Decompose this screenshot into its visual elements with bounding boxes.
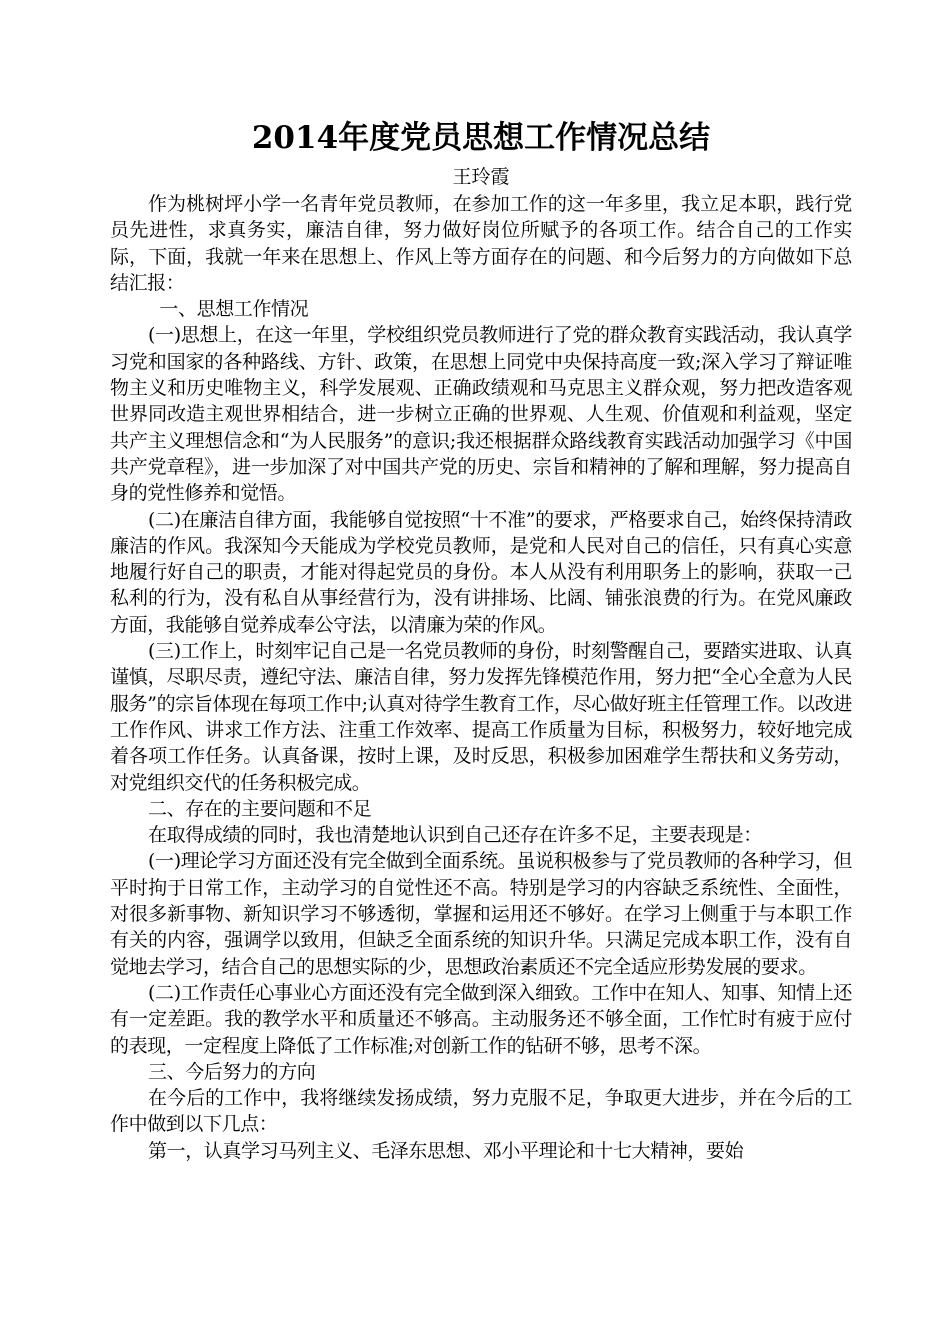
- body-paragraph: 作为桃树坪小学一名青年党员教师，在参加工作的这一年多里，我立足本职，践行党员先进性，求真务实，廉洁自律，努力做好岗位所赋予的各项工作。结合自己的工作实际，下面，我就一年来在思想上、作风上等方面存在的问题、和今后努力的方向做如下总结汇报：: [110, 193, 852, 294]
- body-paragraph: 在今后的工作中，我将继续发扬成绩，努力克服不足，争取更大进步，并在今后的工作中做到以下几点：: [110, 1087, 852, 1136]
- body-paragraph: (二)在廉洁自律方面，我能够自觉按照“十不准”的要求，严格要求自己，始终保持清政廉洁的作风。我深知今天能成为学校党员教师，是党和人民对自己的信任，只有真心实意地履行好自己的职责，才能对得起党员的身份。本人从没有利用职务上的影响，获取一己私利的行为，没有私自从事经营行为，没有讲排场、比阔、铺张浪费的行为。在党风廉政方面，我能够自觉养成奉公守法，以清廉为荣的作风。: [110, 508, 852, 636]
- body-paragraph: 第一，认真学习马列主义、毛泽东思想、邓小平理论和十七大精神，要始: [148, 1139, 744, 1162]
- body-paragraph: (一)理论学习方面还没有完全做到全面系统。虽说积极参与了党员教师的各种学习，但平时拘于日常工作，主动学习的自觉性还不高。特别是学习的内容缺乏系统性、全面性，对很多新事物、新知识学习不够透彻，掌握和运用还不够好。在学习上侧重于与本职工作有关的内容，强调学以致用，但缺乏全面系统的知识升华。只满足完成本职工作，没有自觉地去学习，结合自己的思想实际的少，思想政治素质还不完全适应形势发展的要求。: [110, 850, 852, 978]
- section-heading: 二、存在的主要问题和不足: [148, 797, 372, 820]
- body-paragraph: 在取得成绩的同时，我也清楚地认识到自己还存在许多不足，主要表现是：: [148, 824, 762, 847]
- document-author: 王玲霞: [452, 166, 510, 188]
- body-paragraph: (二)工作责任心事业心方面还没有完全做到深入细致。工作中在知人、知事、知情上还有一定差距。我的教学水平和质量还不够高。主动服务还不够全面，工作忙时有疲于应付的表现，一定程度上降低了工作标准;对创新工作的钻研不够，思考不深。: [110, 981, 852, 1057]
- body-paragraph: (一)思想上，在这一年里，学校组织党员教师进行了党的群众教育实践活动，我认真学习党和国家的各种路线、方针、政策，在思想上同党中央保持高度一致;深入学习了辩证唯物主义和历史唯物主义，科学发展观、正确政绩观和马克思主义群众观，努力把改造客观世界同改造主观世界相结合，进一步树立正确的世界观、人生观、价值观和利益观，坚定共产主义理想信念和“为人民服务”的意识;我还根据群众路线教育实践活动加强学习《中国共产党章程》，进一步加深了对中国共产党的历史、宗旨和精神的了解和理解，努力提高自身的党性修养和觉悟。: [110, 324, 852, 505]
- document-page: [110, 112, 852, 1164]
- section-heading: 一、思想工作情况: [159, 298, 309, 321]
- document-title: 2014年度党员思想工作情况总结: [251, 120, 711, 156]
- section-heading: 三、今后努力的方向: [148, 1060, 316, 1083]
- body-paragraph: (三)工作上，时刻牢记自己是一名党员教师的身份，时刻警醒自己，要踏实进取、认真谨慎，尽职尽责，遵纪守法、廉洁自律，努力发挥先锋模范作用，努力把“全心全意为人民服务”的宗旨体现在每项工作中;认真对待学生教育工作，尽心做好班主任管理工作。以改进工作作风、讲求工作方法、注重工作效率、提高工作质量为目标，积极努力，较好地完成着各项工作任务。认真备课，按时上课，及时反思，积极参加困难学生帮扶和义务劳动，对党组织交代的任务积极完成。: [110, 640, 852, 794]
- document-body: [110, 191, 852, 1164]
